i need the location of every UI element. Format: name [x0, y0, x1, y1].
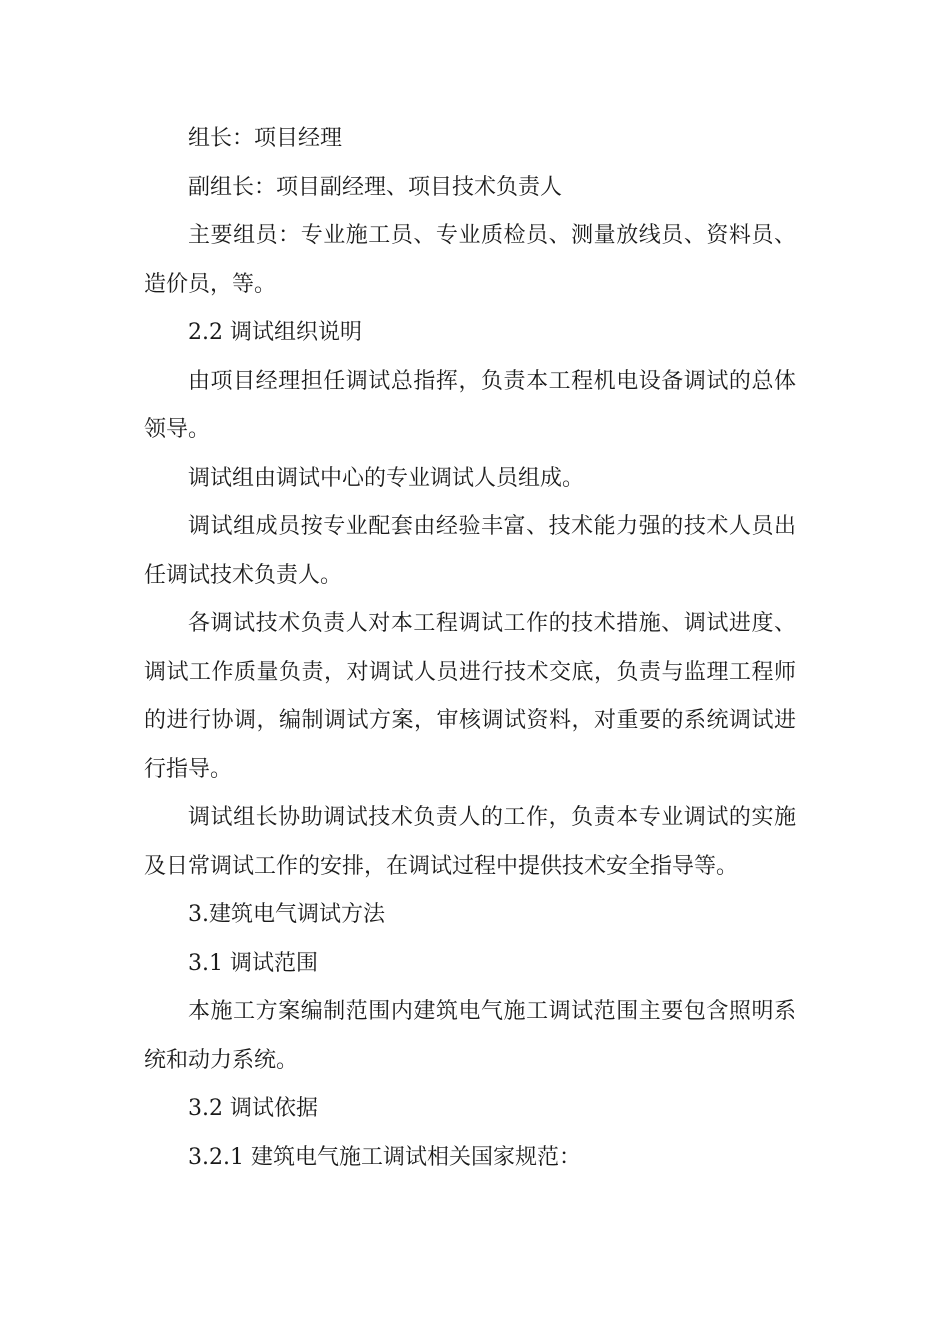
- heading-3-2-1: 3.2.1 建筑电气施工调试相关国家规范：: [188, 1144, 581, 1170]
- heading-3-2: 3.2 调试依据: [188, 1096, 318, 1121]
- heading-2-2: 2.2 调试组织说明: [188, 320, 362, 345]
- paragraph-commander: 由项目经理担任调试总指挥，负责本工程机电设备调试的总体领导。: [144, 368, 796, 442]
- paragraph-team-composition: 调试组由调试中心的专业调试人员组成。: [188, 465, 585, 491]
- heading-3-1: 3.1 调试范围: [188, 950, 318, 976]
- document-body: [144, 115, 796, 1182]
- heading-3: 3.建筑电气调试方法: [188, 902, 385, 927]
- paragraph-team-lead-duties: 调试组长协助调试技术负责人的工作，负责本专业调试的实施及日常调试工作的安排，在调试过程中提供技术安全指导等。: [144, 805, 796, 879]
- paragraph-team-members: 调试组成员按专业配套由经验丰富、技术能力强的技术人员出任调试技术负责人。: [144, 514, 796, 588]
- paragraph-tech-leads: 各调试技术负责人对本工程调试工作的技术措施、调试进度、调试工作质量负责，对调试人员进行技术交底，负责与监理工程师的进行协调，编制调试方案，审核调试资料，对重要的系统调试进行指导。: [144, 611, 796, 782]
- paragraph-team-leader: 组长：项目经理: [188, 126, 343, 151]
- paragraph-deputy-leader: 副组长：项目副经理、项目技术负责人: [188, 174, 563, 200]
- paragraph-scope: 本施工方案编制范围内建筑电气施工调试范围主要包含照明系统和动力系统。: [144, 999, 796, 1073]
- paragraph-main-members: 主要组员：专业施工员、专业质检员、测量放线员、资料员、造价员，等。: [144, 223, 796, 297]
